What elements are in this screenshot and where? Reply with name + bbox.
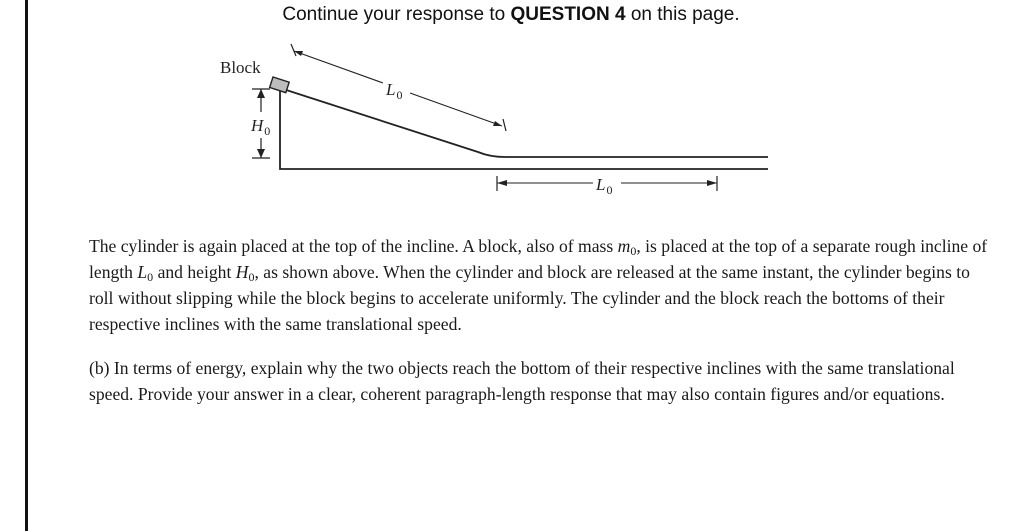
ground-length-arrow-end	[707, 180, 717, 186]
block-label: Block	[220, 58, 261, 77]
header-question: QUESTION 4	[510, 4, 626, 25]
incline-figure	[0, 0, 1022, 220]
height-arrow-up	[257, 89, 265, 98]
problem-paragraph: The cylinder is again placed at the top of the incline. A block, also of mass $m_0$, is placed at the top of a separate rough incline of length $L_0$ and height $H_0$, as shown above. When the cylinder and block are released at the same instant, the cylinder begins to roll without slipping while the block begins to accelerate uniformly. The cylinder and the block reach the bottoms of their respective inclines with the same translational speed.	[89, 236, 988, 334]
length-symbol: L	[137, 262, 148, 282]
incline-surface	[280, 88, 768, 157]
question-part-b: (b) In terms of energy, explain why the two objects reach the bottom of their respective inclines with the same translational speed. Provide your answer in a clear, coherent paragraph-length response that may also contain figures and/or equations.	[89, 358, 955, 404]
slope-length-line-b	[410, 93, 502, 126]
height-label: $H_0$	[251, 116, 271, 138]
slope-length-line-a	[294, 51, 383, 83]
ground-length-label: $L_0$	[596, 175, 613, 197]
slope-length-tick-start	[291, 44, 296, 56]
slope-length-label: $L_0$	[386, 80, 403, 102]
height-arrow-down	[257, 149, 265, 158]
header-suffix: on this page.	[625, 4, 740, 25]
slope-length-tick-end	[503, 119, 506, 131]
ground-length-arrow-start	[497, 180, 507, 186]
header-prefix: Continue your response to	[282, 4, 511, 25]
block-shape	[270, 77, 290, 93]
mass-symbol: m	[617, 236, 631, 256]
height-symbol: H	[235, 262, 249, 282]
slope-length-arrow-end	[493, 121, 502, 126]
